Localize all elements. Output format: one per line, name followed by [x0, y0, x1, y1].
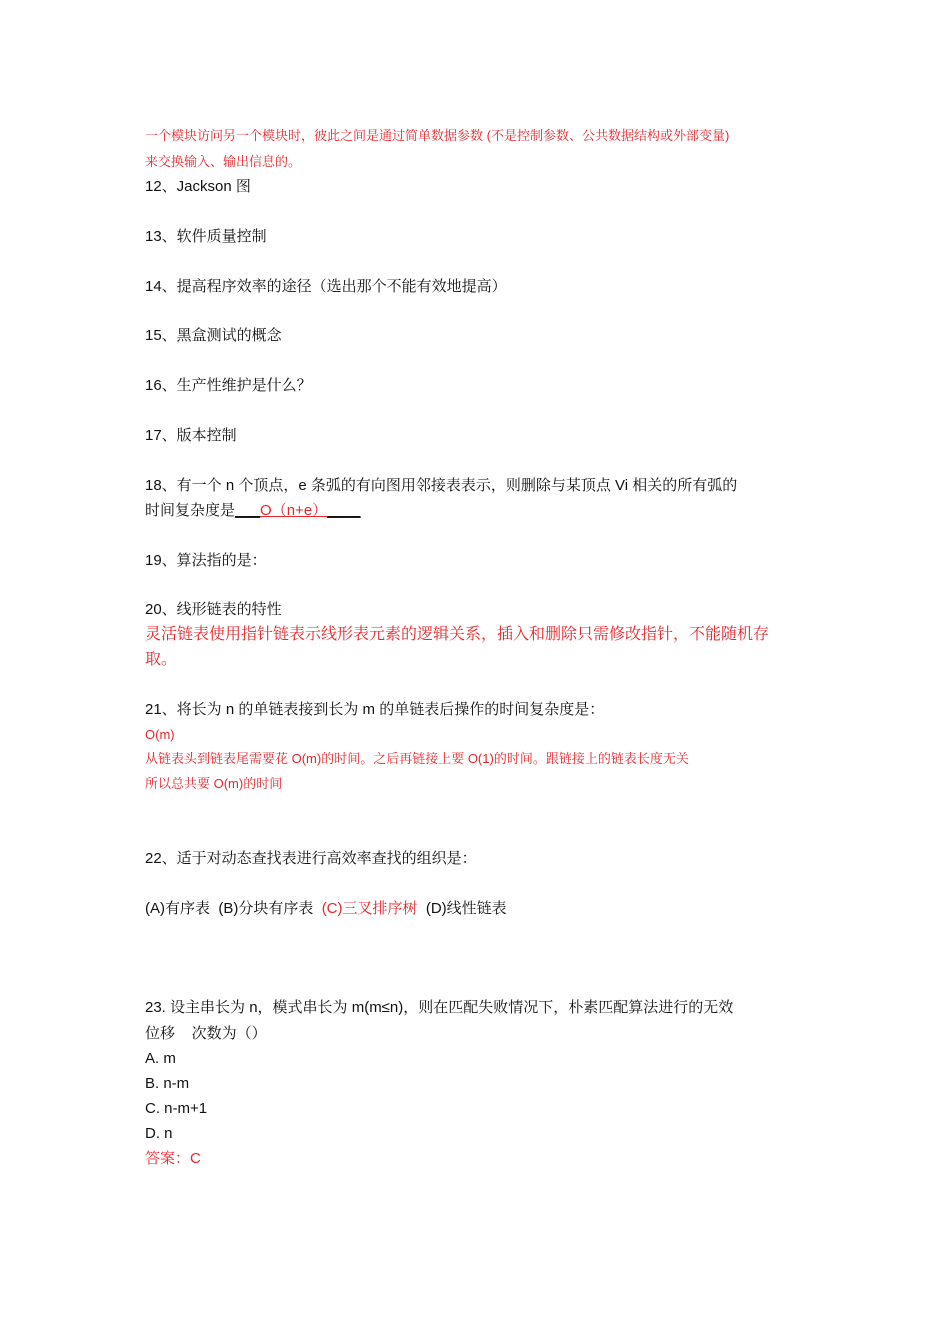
question-18-line-2	[145, 503, 361, 518]
question-22-option-a: (A)有序表	[145, 900, 210, 917]
question-21-answer: O(m)	[145, 727, 175, 742]
question-23-option-d: D. n	[145, 1125, 173, 1142]
question-15: 15、黑盒测试的概念	[145, 327, 282, 344]
question-22-option-c: (C)三叉排序树	[321, 900, 418, 917]
question-20: 20、线形链表的特性	[145, 601, 282, 618]
question-22-option-b: (B)分块有序表	[218, 900, 314, 917]
question-20-answer-line-2: 取。	[145, 651, 178, 668]
question-17: 17、版本控制	[145, 427, 237, 444]
question-12: 12、Jackson 图	[145, 178, 251, 195]
question-23-option-c: C. n-m+1	[145, 1100, 208, 1117]
question-23-line-1: 23. 设主串长为 n，模式串长为 m(m≤n)，则在匹配失败情况下，朴素匹配算法进行的无效	[145, 999, 734, 1016]
question-23-option-b: B. n-m	[145, 1075, 190, 1092]
question-21-explanation-2: 所以总共要 O(m)的时间	[145, 776, 283, 791]
question-20-answer-line-1: 灵活链表使用指针链表示线形表元素的逻辑关系，插入和删除只需修改指针，不能随机存	[145, 626, 770, 643]
question-18-prefix-text: 时间复杂度是	[145, 502, 236, 519]
question-13: 13、软件质量控制	[145, 228, 267, 245]
question-18-line-1: 18、有一个 n 个顶点，e 条弧的有向图用邻接表表示，则删除与某顶点 Vi 相关的所有弧的	[145, 477, 738, 494]
question-22: 22、适于对动态查找表进行高效率查找的组织是：	[145, 850, 477, 867]
question-16: 16、生产性维护是什么？	[145, 377, 312, 394]
question-22-options	[145, 901, 507, 916]
question-23-line-2: 位移 次数为（）	[145, 1025, 267, 1042]
question-22-option-d: (D)线性链表	[425, 900, 507, 917]
question-14: 14、提高程序效率的途径（选出那个不能有效地提高）	[145, 278, 507, 295]
intro-line-1: 一个模块访问另一个模块时，彼此之间是通过简单数据参数 (不是控制参数、公共数据结构或外部变量)	[145, 128, 730, 143]
question-23-answer: 答案：C	[145, 1150, 201, 1167]
question-18-blank-1: ___	[235, 502, 261, 519]
intro-line-2: 来交换输入、输出信息的。	[145, 154, 302, 169]
question-19: 19、算法指的是：	[145, 552, 267, 569]
question-18-answer: O（n+e）	[260, 502, 328, 519]
question-18-blank-2: ____	[327, 502, 361, 519]
question-23-option-a: A. m	[145, 1050, 176, 1067]
question-21-explanation-1: 从链表头到链表尾需要花 O(m)的时间。之后再链接上要 O(1)的时间。跟链接上的链表长度无关	[145, 751, 689, 766]
question-21: 21、将长为 n 的单链表接到长为 m 的单链表后操作的时间复杂度是：	[145, 701, 605, 718]
